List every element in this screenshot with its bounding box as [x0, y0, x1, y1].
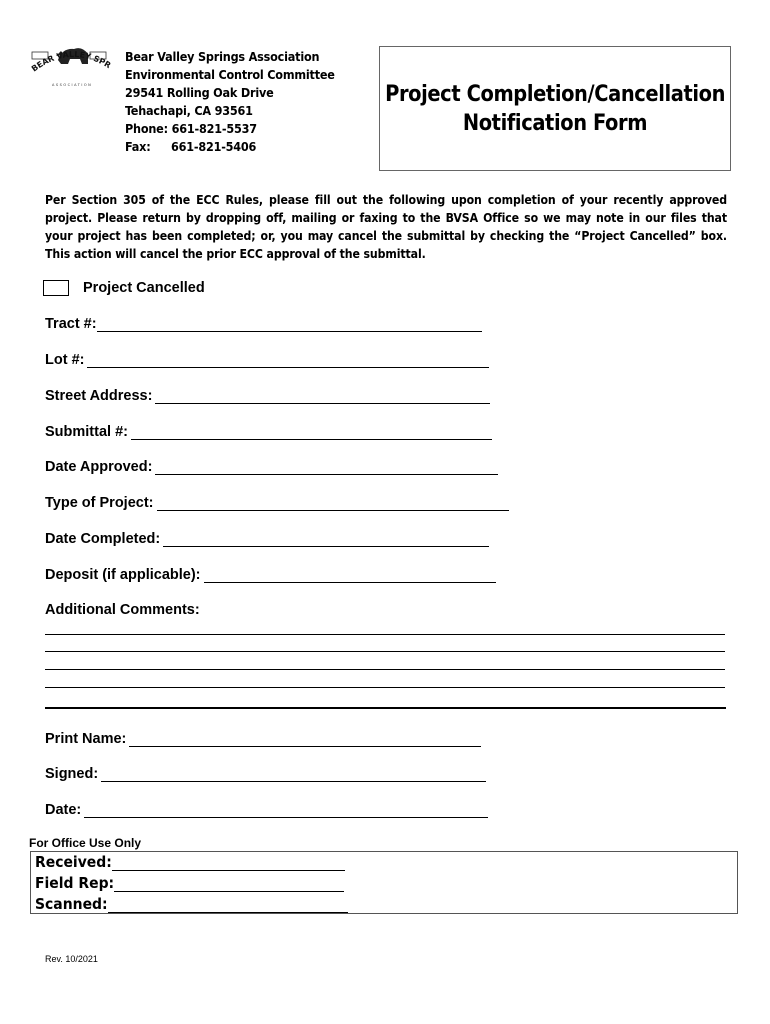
field-rep-label: Field Rep: — [35, 874, 115, 892]
additional-comments-field — [45, 602, 200, 618]
lot-label: Lot #: — [45, 352, 85, 368]
organization-address — [125, 48, 335, 156]
fax-number: 661-821-5406 — [171, 139, 257, 154]
scanned-field — [35, 895, 348, 913]
print-name-label: Print Name: — [45, 731, 127, 747]
street-address-input-line[interactable] — [155, 389, 490, 404]
date-approved-input-line[interactable] — [155, 460, 498, 475]
tract-label: Tract #: — [45, 316, 97, 332]
org-city: Tehachapi, CA 93561 — [125, 103, 253, 118]
date-field — [45, 802, 488, 818]
signed-label: Signed: — [45, 766, 99, 782]
form-title-line1: Project Completion/Cancellation — [385, 80, 726, 107]
signed-input-line[interactable] — [101, 767, 486, 782]
org-name: Bear Valley Springs Association — [125, 49, 320, 64]
additional-comments-label: Additional Comments: — [45, 602, 200, 618]
received-input-line[interactable] — [112, 855, 345, 871]
deposit-field — [45, 567, 496, 583]
print-name-input-line[interactable] — [129, 732, 481, 747]
date-label: Date: — [45, 802, 82, 818]
deposit-input-line[interactable] — [204, 568, 496, 583]
type-of-project-field — [45, 495, 509, 511]
logo-subtext: ASSOCIATION — [52, 83, 93, 87]
type-of-project-label: Type of Project: — [45, 495, 154, 511]
scanned-input-line[interactable] — [108, 897, 348, 913]
street-address-label: Street Address: — [45, 388, 153, 404]
project-cancelled-checkbox[interactable] — [43, 280, 69, 296]
signed-field — [45, 766, 486, 782]
submittal-label: Submittal #: — [45, 424, 128, 440]
form-title-box — [379, 46, 731, 171]
date-approved-label: Date Approved: — [45, 459, 153, 475]
tract-input-line[interactable] — [97, 317, 482, 332]
svg-text:BEAR VALLEY SPRINGS — [28, 40, 112, 74]
date-completed-label: Date Completed: — [45, 531, 161, 547]
street-address-field — [45, 388, 490, 404]
org-phone — [125, 120, 335, 138]
received-field — [35, 853, 345, 871]
org-committee: Environmental Control Committee — [125, 67, 335, 82]
office-use-label: For Office Use Only — [29, 836, 142, 850]
comments-line-4[interactable] — [45, 687, 725, 688]
lot-input-line[interactable] — [87, 353, 489, 368]
received-label: Received: — [35, 853, 112, 871]
date-completed-field — [45, 531, 489, 547]
form-title-line2: Notification Form — [462, 109, 648, 136]
org-street: 29541 Rolling Oak Drive — [125, 85, 274, 100]
org-fax — [125, 138, 335, 156]
bvsa-logo — [28, 40, 112, 90]
revision-label: Rev. 10/2021 — [45, 954, 98, 964]
project-cancelled-label: Project Cancelled — [83, 280, 205, 296]
logo-text: BEAR VALLEY SPR — [29, 49, 112, 74]
date-approved-field — [45, 459, 498, 475]
tract-field — [45, 316, 482, 332]
phone-number: 661-821-5537 — [171, 121, 257, 136]
date-completed-input-line[interactable] — [163, 532, 489, 547]
comments-line-1[interactable] — [45, 634, 725, 635]
instructions-paragraph: Per Section 305 of the ECC Rules, please fill out the following upon completion of your recently approved project. Please return by dropping off, mailing or faxing to the BVSA Office so we may note in our files that your project has been completed; or, you may cancel the submittal by checking the “Project Cancelled” box. This action will cancel the prior ECC approval of the submittal. — [45, 193, 727, 261]
lot-field — [45, 352, 489, 368]
field-rep-input-line[interactable] — [114, 876, 344, 892]
type-of-project-input-line[interactable] — [157, 496, 509, 511]
fax-label: Fax: — [125, 139, 151, 154]
field-rep-field — [35, 874, 344, 892]
submittal-input-line[interactable] — [131, 425, 492, 440]
phone-label: Phone: — [125, 121, 168, 136]
submittal-field — [45, 424, 492, 440]
deposit-label: Deposit (if applicable): — [45, 567, 201, 583]
comments-line-3[interactable] — [45, 669, 725, 670]
print-name-field — [45, 731, 481, 747]
date-input-line[interactable] — [84, 803, 488, 818]
section-divider — [45, 707, 726, 709]
comments-line-2[interactable] — [45, 651, 725, 652]
scanned-label: Scanned: — [35, 895, 108, 913]
